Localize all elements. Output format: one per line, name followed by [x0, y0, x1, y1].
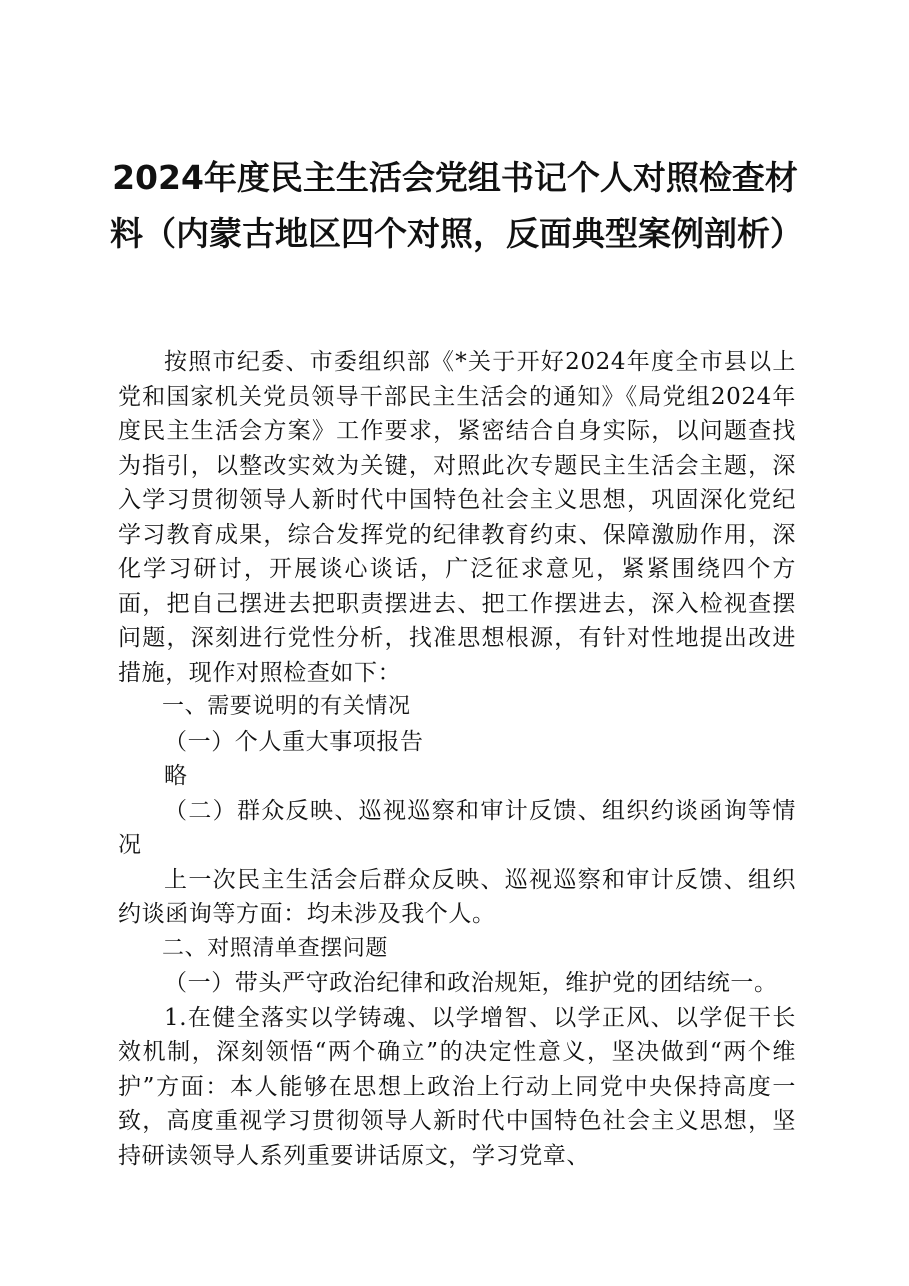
section-heading-1: 一、需要说明的有关情况 — [162, 694, 411, 719]
document-title: 2024年度民主生活会党组书记个人对照检查材料（内蒙古地区四个对照，反面典型案例剖析） — [110, 158, 803, 253]
paragraph-item-1: 1.在健全落实以学铸魂、以学增智、以学正风、以学促干长效机制，深刻领悟“两个确立”的决定性意义，坚决做到“两个维护”方面：本人能够在思想上政治上行动上同党中央保持高度一致，高度重视学习贯彻领导人新时代中国特色社会主义思想，坚持研读领导人系列重要讲话原文，学习党章、 — [118, 1004, 796, 1169]
intro-paragraph: 按照市纪委、市委组织部《*关于开好2024年度全市县以上党和国家机关党员领导干部民主生活会的通知》《局党组2024年度民主生活会方案》工作要求，紧密结合自身实际，以问题查找为指引，以整改实效为关键，对照此次专题民主生活会主题，深入学习贯彻领导人新时代中国特色社会主义思想，巩固深化党纪学习教育成果，综合发挥党的纪律教育约束、保障激励作用，深化学习研讨，开展谈心谈话，广泛征求意见，紧紧围绕四个方面，把自己摆进去把职责摆进去、把工作摆进去，深入检视查摆问题，深刻进行党性分析，找准思想根源，有针对性地提出改进措施，现作对照检查如下： — [118, 349, 796, 686]
subsection-heading-2-1: （一）带头严守政治纪律和政治规矩，维护党的团结统一。 — [164, 970, 778, 996]
document-body — [118, 345, 796, 1173]
paragraph-omitted: 略 — [164, 763, 188, 789]
subsection-heading-1-1: （一）个人重大事项报告 — [164, 728, 424, 755]
subsection-heading-1-2: （二）群众反映、巡视巡察和审计反馈、组织约谈函询等情况 — [118, 797, 796, 858]
paragraph-feedback: 上一次民主生活会后群众反映、巡视巡察和审计反馈、组织约谈函询等方面：均未涉及我个人。 — [118, 866, 796, 927]
section-heading-2: 二、对照清单查摆问题 — [162, 935, 389, 961]
